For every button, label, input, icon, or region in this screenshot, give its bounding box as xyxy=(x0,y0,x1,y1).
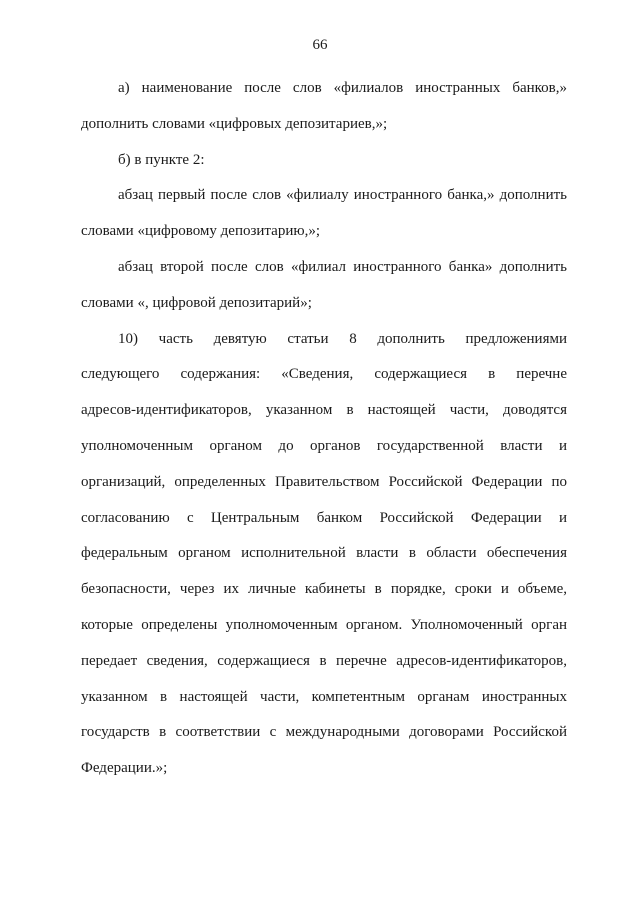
text-line: уполномоченным органом до органов государственной власти и xyxy=(81,437,567,454)
text-line: словами «цифровому депозитарию,»; xyxy=(81,223,320,240)
paragraph-b xyxy=(81,143,567,179)
text-line: следующего содержания: «Сведения, содержащиеся в перечне xyxy=(81,366,567,383)
text-line: организаций, определенных Правительством Российской Федерации по xyxy=(81,473,567,490)
document-body xyxy=(81,71,567,787)
text-line: указанном в настоящей части, компетентным органам иностранных xyxy=(81,688,567,705)
paragraph-10 xyxy=(81,322,567,787)
paragraph-a xyxy=(81,71,567,143)
text-line: согласованию с Центральным банком Российской Федерации и xyxy=(81,509,567,526)
text-line: Федерации.»; xyxy=(81,760,168,777)
text-line: абзац первый после слов «филиалу иностранного банка,» дополнить xyxy=(118,187,567,204)
text-line: государств в соответствии с международными договорами Российской xyxy=(81,724,567,741)
text-line: передает сведения, содержащиеся в перечне адресов-идентификаторов, xyxy=(81,652,567,669)
paragraph-second-abzac xyxy=(81,250,567,322)
text-line: федеральным органом исполнительной власти в области обеспечения xyxy=(81,545,567,562)
text-line: дополнить словами «цифровых депозитариев,»; xyxy=(81,115,388,132)
text-line: которые определены уполномоченным органом. Уполномоченный орган xyxy=(81,616,567,633)
text-line: абзац второй после слов «филиал иностранного банка» дополнить xyxy=(118,258,567,275)
text-line: словами «, цифровой депозитарий»; xyxy=(81,294,312,311)
text-line: безопасности, через их личные кабинеты в порядке, сроки и объеме, xyxy=(81,581,567,598)
text-line: а) наименование после слов «филиалов иностранных банков,» xyxy=(118,80,567,96)
text-line: адресов-идентификаторов, указанном в настоящей части, доводятся xyxy=(81,402,567,419)
text-line: б) в пункте 2: xyxy=(118,151,205,168)
text-line: 10) часть девятую статьи 8 дополнить предложениями xyxy=(118,330,567,347)
page-number: 66 xyxy=(312,37,328,53)
paragraph-first-abzac xyxy=(81,178,567,250)
